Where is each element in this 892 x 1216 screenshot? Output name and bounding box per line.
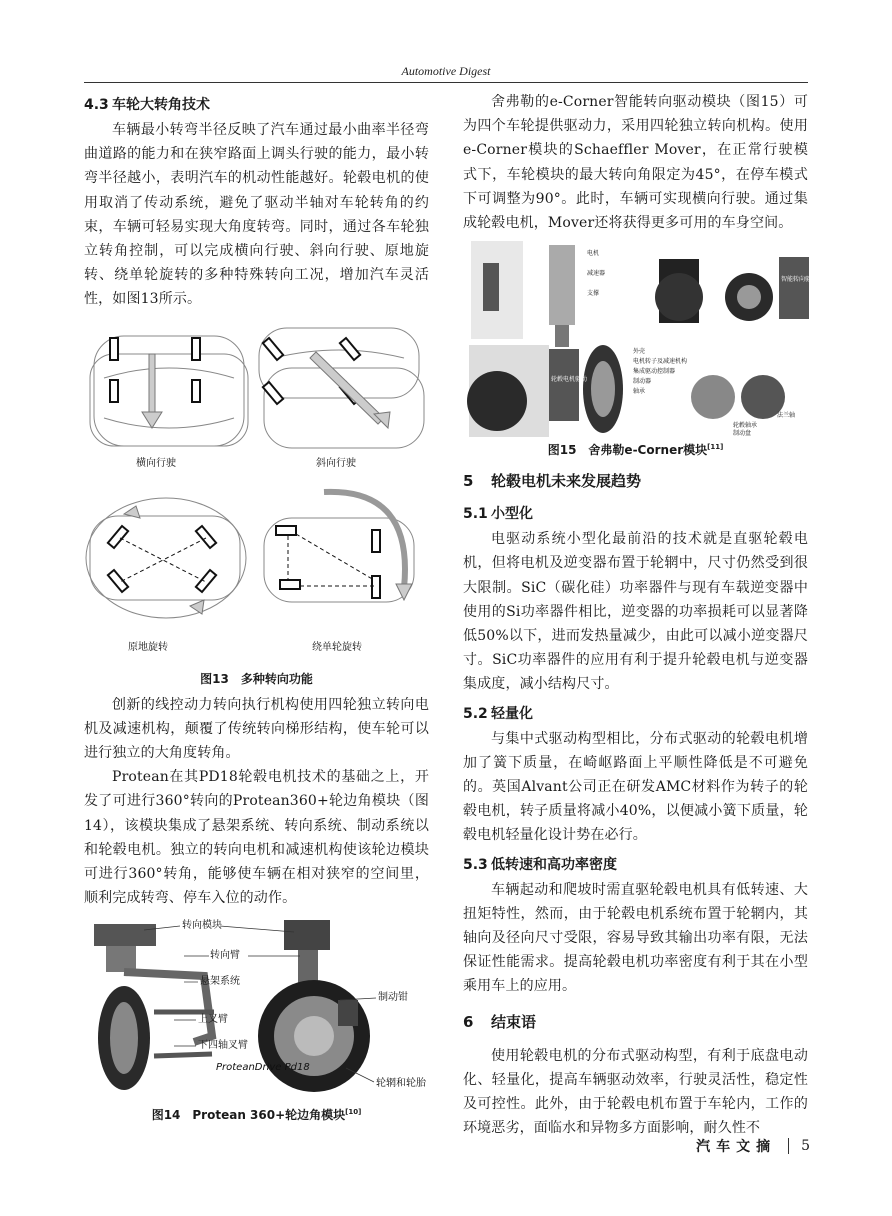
- figure-14-ref: [10]: [345, 1108, 362, 1117]
- label-rotor: 电机转子及减速机构: [633, 358, 688, 366]
- paragraph: 与集中式驱动构型相比，分布式驱动的轮毂电机增加了簧下质量，在崎岖路面上平顺性降低是不可避免的。英国Alvant公司正在研发AMC材料作为转子的轮毂电机，转子质量将减小40%，以便减小簧下质量，轮毂电机轻量化设计势在必行。: [463, 730, 808, 844]
- figure-15-caption: [463, 441, 808, 458]
- label-hub-bearing: 轮毂轴承: [733, 422, 758, 430]
- wheel-marks-pivot: [276, 526, 380, 598]
- wheel-marks-oblique: [263, 338, 360, 404]
- label-disc: 制动盘: [733, 430, 752, 438]
- page-footer: [630, 1136, 810, 1156]
- section-title: 结束语: [491, 1012, 537, 1031]
- schaeffler-mover-photo: [467, 241, 549, 437]
- paragraph: 使用轮毂电机的分布式驱动构型，有利于底盘电动化、轻量化，提高车辆驱动效率，行驶灵活性，稳定性及可控性。此外，由于轮毂电机布置于车轮内，工作的环境恶劣，面临水和异物多方面影响，耐久性不: [463, 1047, 808, 1137]
- label-brake: 制动钳: [378, 992, 408, 1004]
- section-number: 4.3: [84, 97, 109, 113]
- label-steer-module: 转向模块: [182, 920, 222, 932]
- label-rim-tire: 轮辋和轮胎: [376, 1078, 426, 1090]
- section-title: 轮毂电机未来发展趋势: [491, 472, 642, 491]
- smart-module-badge: [779, 257, 809, 319]
- header-rule: [84, 82, 808, 83]
- label-housing: 外壳: [633, 348, 646, 356]
- label-motor: 电机: [587, 250, 600, 258]
- section-4-3-heading: [84, 94, 429, 114]
- section-number: 6: [463, 1012, 474, 1031]
- label-protean: ProteanDrive Pd18: [216, 1062, 310, 1074]
- label-brake: 制动器: [633, 378, 652, 386]
- page-number: 5: [801, 1138, 810, 1154]
- section-number: 5.3: [463, 856, 488, 873]
- section-5-1-heading: [463, 503, 808, 523]
- running-head: Automotive Digest: [401, 64, 491, 78]
- section-6-heading: [463, 1011, 808, 1032]
- paragraph: 创新的线控动力转向执行机构使用四轮独立转向电机及减速机构，颠覆了传统转向梯形结构，使车轮可以进行独立的大角度转角。: [84, 696, 429, 762]
- diagonal-dashes-rotate: [120, 538, 206, 582]
- paragraph: 车辆起动和爬坡时需直驱轮毂电机具有低转速、大扭矩特性，然而，由于轮毂电机系统布置于轮辋内，其轴向及径向尺寸受限，容易导致其输出功率有限，无法保证性能需求。提高轮毂电机功率密度有利于其在小型乘用车上的应用。: [463, 881, 808, 995]
- section-number: 5.2: [463, 705, 488, 722]
- wheel-marks-rotate: [108, 526, 216, 592]
- footer-separator: [788, 1138, 789, 1154]
- arrow-oblique: [310, 352, 390, 428]
- label-steer-arm: 转向臂: [210, 950, 240, 962]
- figure-15: [463, 241, 830, 438]
- section-number: 5.1: [463, 506, 488, 523]
- section-5-heading: [463, 470, 808, 491]
- section-5-2-heading: [463, 703, 808, 723]
- section-title: 轻量化: [491, 705, 533, 722]
- figure-15-caption-text: 图15 舍弗勒e-Corner模块: [547, 443, 708, 458]
- label-suspension: 悬架系统: [200, 976, 240, 988]
- arrow-down-lateral: [142, 354, 162, 428]
- label-smart: 智能转向驱动模块: [781, 276, 830, 284]
- label-hub: 轮毂电机驱动: [551, 376, 588, 384]
- paragraph: 电驱动系统小型化最前沿的技术就是直驱轮毂电机，但将电机及逆变器布置于轮辋中，尺寸仍然受到很大限制。SiC（碳化硅）功率器件与现有车载逆变器中使用的Si功率器件相比，逆变器的功率损耗可以显著降低50%以下，进而发热量减少，由此可以减小逆变器尺寸。SiC功率器件的应用有利于提升轮毂电机与逆变器集成度，减小结构尺寸。: [463, 531, 808, 693]
- label-reducer: 减速器: [587, 270, 606, 278]
- figure-13-caption: 图13 多种转向功能: [200, 671, 313, 686]
- label-support: 支撑: [587, 290, 600, 298]
- section-title: 低转速和高功率密度: [491, 856, 617, 873]
- figure-13: [84, 318, 429, 666]
- label-pivot: 绕单轮旋转: [312, 641, 362, 653]
- magazine-name: 汽车文摘: [696, 1139, 777, 1155]
- label-rotate: 原地旋转: [128, 641, 168, 653]
- figure-13-illustration: [84, 318, 429, 666]
- section-5-3-heading: [463, 854, 808, 874]
- label-flange: 法兰轴: [777, 412, 796, 420]
- paragraph: 舍弗勒的e-Corner智能转向驱动模块（图15）可为四个车轮提供驱动力，采用四轮独立转向机构。使用e-Corner模块的Schaeffler Mover，在正常行驶模式下，车轮模块的最大转向角限定为45°，在停车模式下可调整为90°。此时，车辆可实现横向行驶。通过集成轮毂电机，Mover还将获得更多可用的车身空间。: [463, 94, 808, 232]
- dashed-lines-pivot: [288, 534, 374, 586]
- figure-15-illustration: [463, 241, 830, 438]
- label-controller: 集成驱动控制器: [633, 368, 676, 376]
- right-column: [463, 88, 830, 1140]
- figure-15-ref: [11]: [707, 443, 724, 452]
- figure-14-caption-text: 图14 Protean 360+轮边角模块: [151, 1108, 346, 1123]
- pivot-arrow: [396, 584, 412, 600]
- label-lateral: 横向行驶: [136, 457, 176, 469]
- label-oblique: 斜向行驶: [316, 457, 356, 469]
- label-bearing: 轴承: [633, 388, 646, 396]
- corner-module-left: [94, 924, 214, 1090]
- left-column: [84, 88, 429, 1129]
- figure-14-caption: [84, 1106, 429, 1123]
- section-number: 5: [463, 472, 474, 491]
- label-lower-arm: 下四轴叉臂: [198, 1040, 248, 1052]
- paragraph: Protean在其PD18轮毂电机技术的基础之上，开发了可进行360°转向的Protean360+轮边角模块（图14），该模块集成了悬架系统、转向系统、制动系统以和轮毂电机。独立的转向电机和减速机构使该轮边模块可进行360°转角，能够使车辆在相对狭窄的空间里，顺利完成转弯、停车入位的动作。: [84, 769, 429, 907]
- section-title: 车轮大转角技术: [112, 97, 210, 113]
- figure-14-illustration: [84, 916, 429, 1102]
- figure-14: [84, 916, 429, 1102]
- section-title: 小型化: [491, 506, 533, 523]
- module-exploded-top: [549, 245, 773, 347]
- label-upper-arm: 上叉臂: [198, 1014, 228, 1026]
- paragraph: 车辆最小转弯半径反映了汽车通过最小曲率半径弯曲道路的能力和在狭窄路面上调头行驶的能力，最小转弯半径越小，表明汽车的机动性能越好。轮毂电机的使用取消了传动系统，避免了驱动半轴对车轮转角的约束，车辆可轻易实现大角度转弯。同时，通过各车轮独立转角控制，可以完成横向行驶、斜向行驶、原地旋转、绕单轮旋转的多种特殊转向工况，增加汽车灵活性，如图13所示。: [84, 122, 429, 308]
